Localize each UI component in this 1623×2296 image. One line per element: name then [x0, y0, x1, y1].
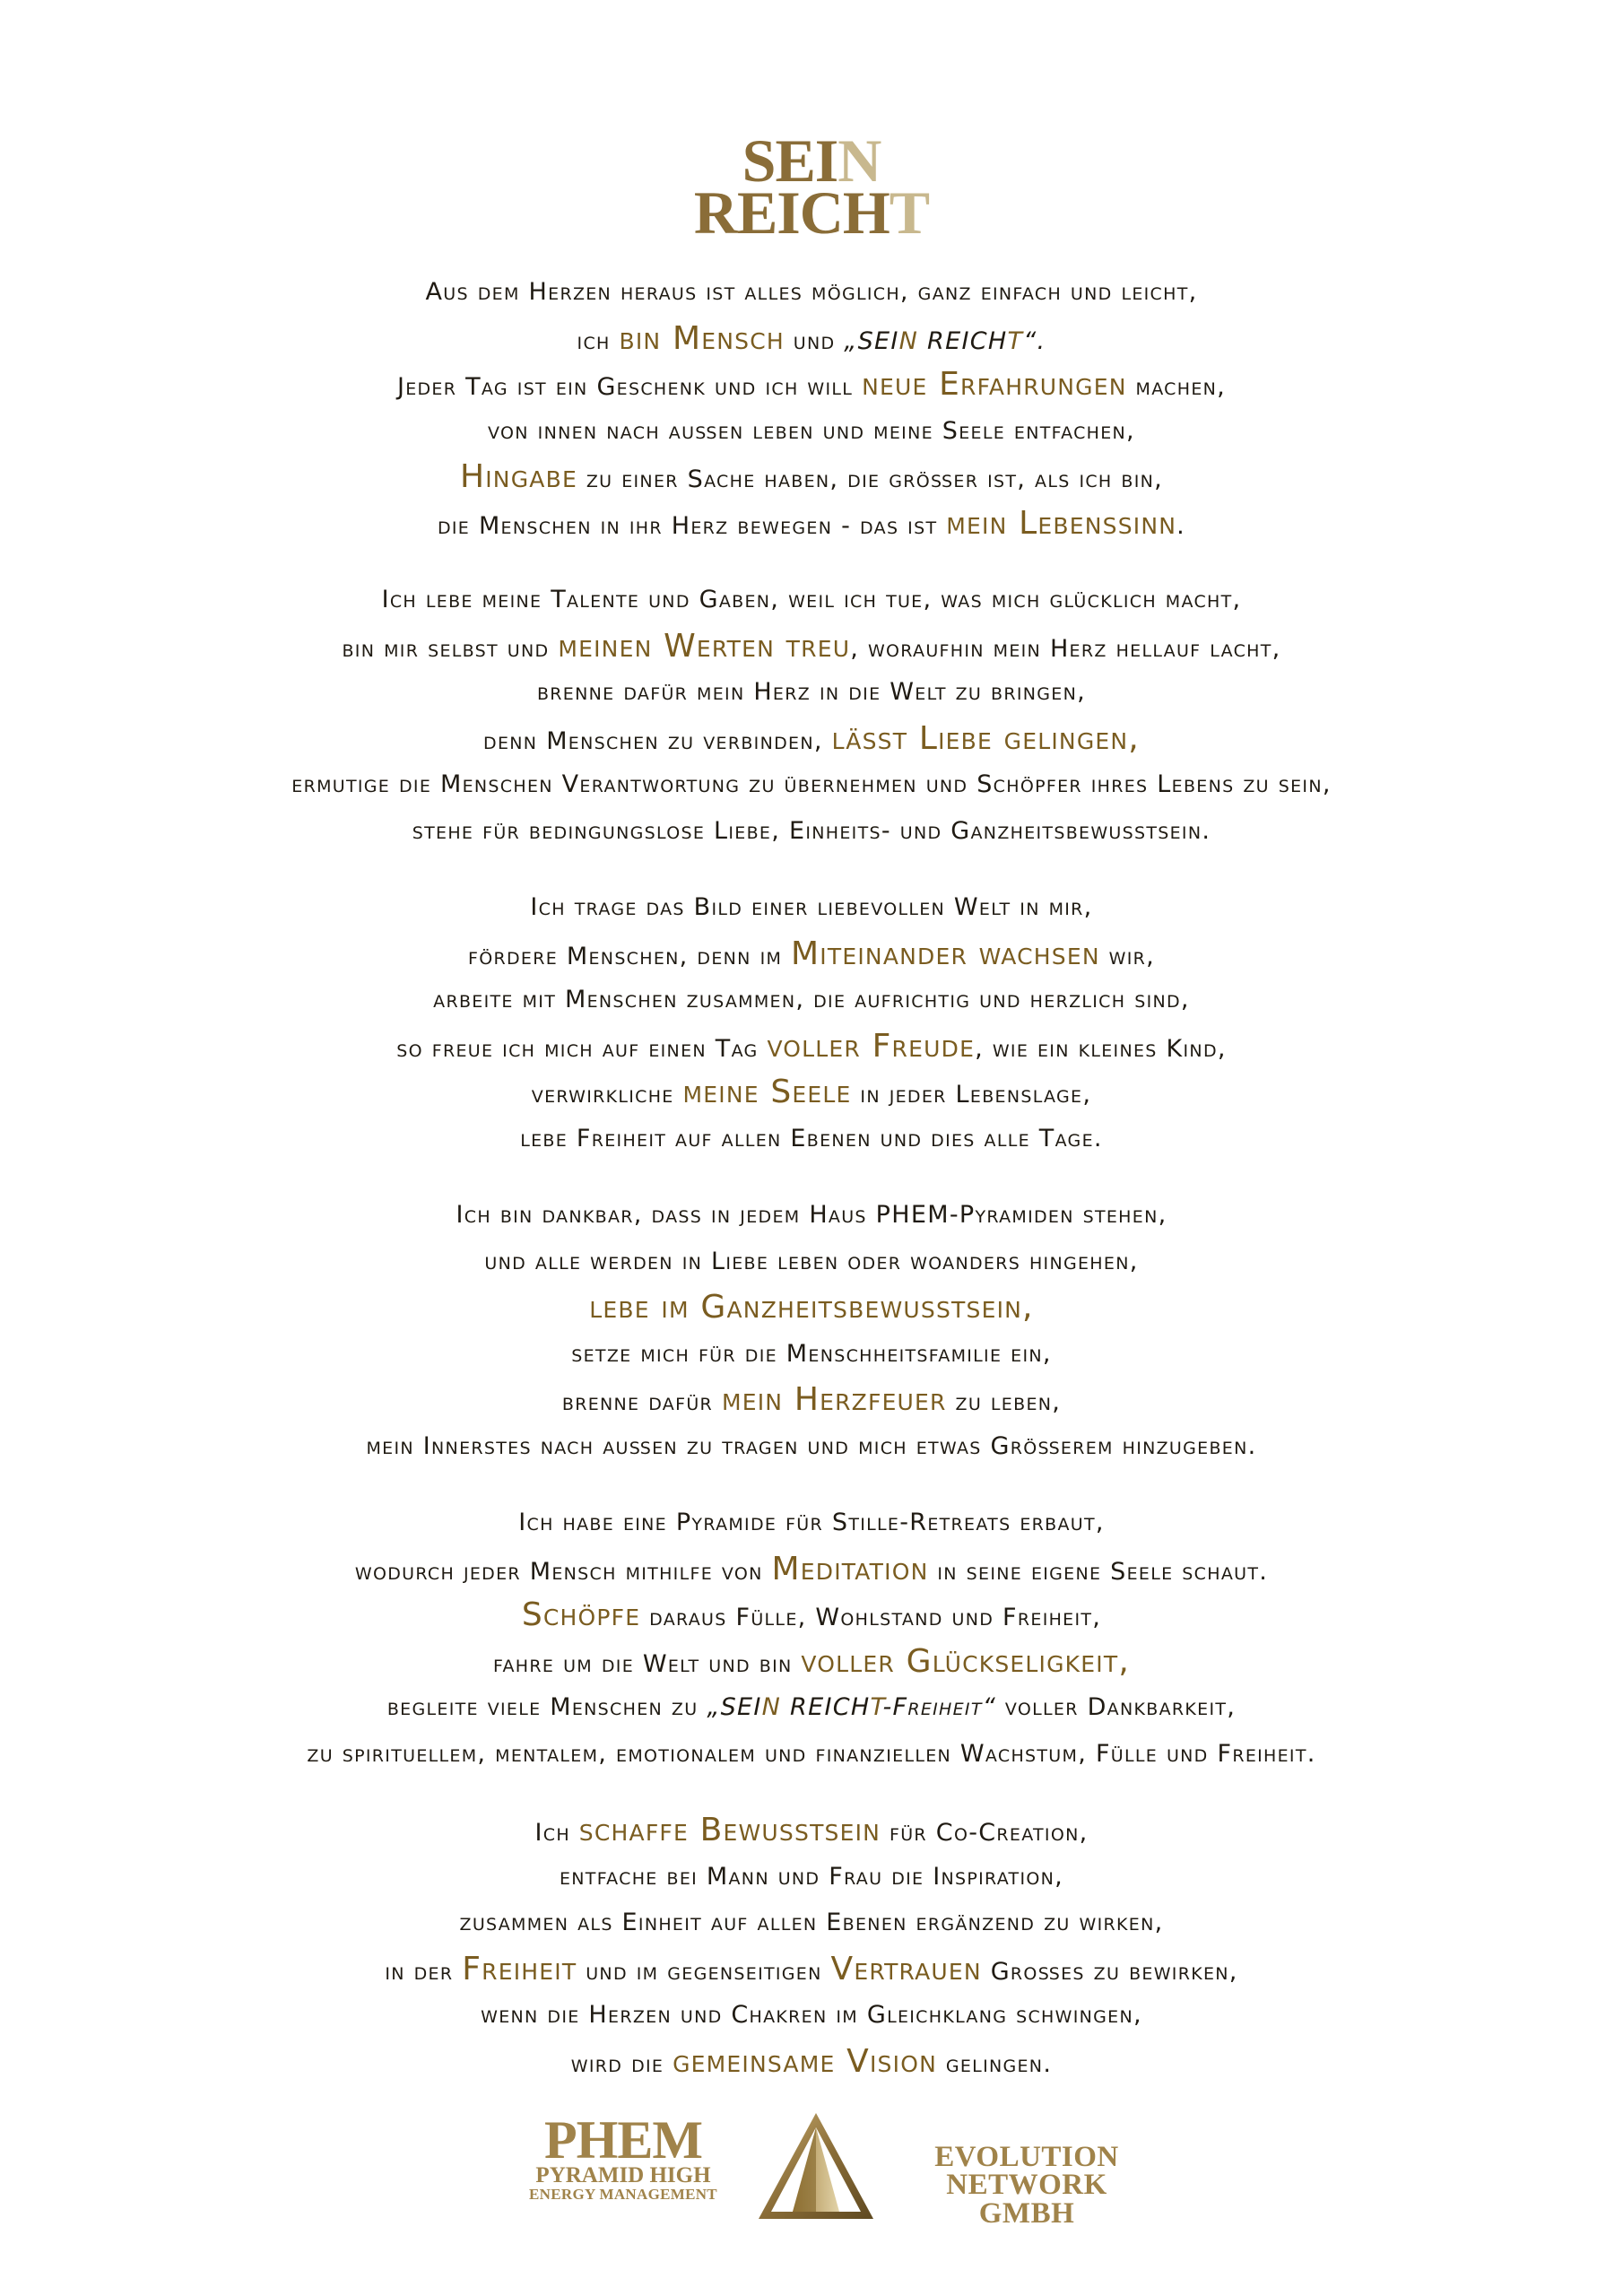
italic-text — [844, 327, 1046, 355]
highlight-text: voller Freude — [767, 1027, 976, 1065]
text: verwirkliche — [531, 1081, 683, 1109]
highlight-text: bin Mensch — [619, 319, 785, 357]
highlight-text: mein Lebenssinn — [946, 504, 1177, 542]
poem-line — [0, 1069, 1623, 1116]
highlight-letter: T — [870, 1693, 883, 1721]
highlight-text: Freiheit — [462, 1950, 577, 1987]
phem-logo — [516, 2110, 731, 2203]
stanza-6 — [0, 1807, 1623, 2084]
stanza-3 — [0, 884, 1623, 1161]
poem-line: wenn die Herzen und Chakren im Gleichklang schwingen, — [481, 2001, 1142, 2029]
poem-line: Ich trage das Bild einer liebevollen Welt in mir, — [530, 893, 1093, 921]
poem-line: setze mich für die Menschheitsfamilie ein, — [571, 1339, 1052, 1368]
text: begleite viele Menschen zu — [386, 1693, 707, 1721]
highlight-text: meinen Werten treu — [558, 627, 851, 665]
highlight-text: Vertrauen — [830, 1950, 982, 1987]
logo-text-light: N — [838, 126, 881, 195]
logo-text-light: T — [889, 178, 930, 248]
footer-logos — [0, 2099, 1623, 2242]
text: in der — [385, 1957, 463, 1986]
text: zu einer Sache haben, die größer ist, als ich bin, — [577, 465, 1164, 493]
poem-line: Aus dem Herzen heraus ist alles möglich, ganz einfach und leicht, — [425, 278, 1198, 306]
highlight-text: Schöpfe — [521, 1596, 641, 1633]
phem-subtitle-small: ENERGY MANAGEMENT — [529, 2185, 717, 2203]
poem-line — [0, 931, 1623, 978]
poem-line — [0, 1377, 1623, 1423]
text: REICH — [918, 326, 1008, 355]
poem-line: stehe für bedingungslose Liebe, Einheits- und Ganzheitsbewusstsein. — [412, 816, 1211, 845]
poem-line — [0, 1592, 1623, 1639]
phem-subtitle: PYRAMID HIGH — [535, 2163, 711, 2187]
text: REICH — [781, 1693, 871, 1721]
stanza-2 — [0, 577, 1623, 854]
text: brenne dafür — [561, 1388, 722, 1416]
poem-line — [0, 623, 1623, 670]
logo-line-2 — [0, 178, 1623, 248]
text: , woraufhin mein Herz hellauf lacht, — [850, 634, 1281, 663]
highlight-text: gemeinsame Vision — [673, 2042, 937, 2080]
highlight-text: lässt Liebe gelingen, — [831, 719, 1140, 757]
poem-line: und alle werden in Liebe leben oder woanders hingehen, — [484, 1247, 1139, 1275]
poem-line — [0, 2039, 1623, 2085]
logo-text: SEI — [742, 126, 838, 195]
italic-text — [707, 1693, 996, 1721]
poem-line — [0, 1807, 1623, 1854]
highlight-text: schaffe Bewusstsein — [578, 1812, 881, 1848]
text: daraus Fülle, Wohlstand und Freiheit, — [640, 1604, 1102, 1631]
text: fahre um die Welt und bin — [493, 1649, 802, 1678]
highlight-text: lebe im Ganzheitsbewusstsein, — [589, 1289, 1034, 1326]
text: . — [1176, 511, 1186, 540]
text: in jeder Lebenslage, — [851, 1081, 1092, 1109]
poem-line: brenne dafür mein Herz in die Welt zu bringen, — [536, 678, 1087, 706]
poem-line — [0, 316, 1623, 362]
poem-line: ermutige die Menschen Verantwortung zu übernehmen und Schöpfer ihres Lebens zu sein, — [291, 770, 1332, 798]
poem-line — [0, 1023, 1623, 1070]
text: Ich — [534, 1819, 579, 1847]
text: Großes zu bewirken, — [981, 1957, 1238, 1986]
poem-line — [0, 500, 1623, 547]
text: denn Menschen zu verbinden, — [483, 726, 832, 755]
evolution-text: EVOLUTION — [934, 2141, 1119, 2173]
text: “. — [1023, 326, 1046, 355]
text: in seine eigene Seele schaut. — [928, 1557, 1269, 1586]
text: ich — [577, 326, 620, 355]
poem-line: Ich lebe meine Talente und Gaben, weil ich tue, was mich glücklich macht, — [381, 586, 1242, 613]
highlight-text: Miteinander wachsen — [791, 935, 1100, 972]
highlight-text: neue Erfahrungen — [862, 366, 1127, 403]
poem-line: entfache bei Mann und Frau die Inspiration, — [559, 1862, 1064, 1891]
text: zu leben, — [946, 1388, 1062, 1416]
stanza-4 — [0, 1192, 1623, 1469]
text: machen, — [1126, 373, 1227, 401]
poem-line: Ich bin dankbar, dass in jedem Haus PHEM-Pyramiden stehen, — [456, 1201, 1167, 1229]
highlight-text: voller Glückseligkeit, — [801, 1642, 1130, 1680]
text: und — [784, 326, 845, 355]
poem-line — [0, 361, 1623, 408]
poem-line — [0, 1284, 1623, 1331]
highlight-text: Meditation — [771, 1550, 929, 1587]
poem-line: zusammen als Einheit auf allen Ebenen ergänzend zu wirken, — [459, 1909, 1164, 1936]
text: fördere Menschen, denn im — [468, 942, 792, 970]
stanza-1 — [0, 269, 1623, 546]
text: die Menschen in ihr Herz bewegen - das ist — [437, 511, 947, 540]
phem-title: PHEM — [544, 2110, 702, 2170]
poem-line: zu spirituellem, mentalem, emotionalem und finanziellen Wachstum, Fülle und Freiheit. — [307, 1739, 1316, 1768]
text: wir, — [1099, 942, 1155, 970]
text: Jeder Tag ist ein Geschenk und ich will — [396, 373, 863, 401]
text: für Co-Creation, — [881, 1819, 1089, 1847]
network-gmbh-text: NETWORK GMBH — [946, 2169, 1107, 2230]
sein-reicht-logo — [0, 126, 1623, 248]
highlight-text: meine Seele — [682, 1074, 852, 1110]
poem-line: arbeite mit Menschen zusammen, die aufrichtig und herzlich sind, — [433, 986, 1190, 1013]
poem-line — [0, 1946, 1623, 1993]
stanza-5 — [0, 1500, 1623, 1777]
highlight-letter: T — [1007, 326, 1024, 355]
highlight-letter: N — [898, 326, 919, 355]
text: wodurch jeder Mensch mithilfe von — [354, 1557, 772, 1586]
evolution-network-logo — [897, 2141, 1157, 2230]
text: so freue ich mich auf einen Tag — [396, 1034, 768, 1063]
poem-line — [0, 716, 1623, 762]
poem-body — [0, 269, 1623, 2115]
text: , wie ein kleines Kind, — [975, 1034, 1227, 1063]
logo-text: REICH — [693, 178, 890, 248]
poem-line — [0, 1546, 1623, 1593]
highlight-text: mein Herzfeuer — [721, 1381, 947, 1418]
text: -Freiheit“ — [882, 1693, 997, 1721]
highlight-letter: N — [761, 1693, 782, 1721]
text: gelingen. — [936, 2049, 1053, 2078]
text: wird die — [570, 2049, 673, 2078]
pyramid-logo-icon — [753, 2108, 879, 2224]
text: voller Dankbarkeit, — [996, 1693, 1237, 1721]
text: „SEI — [707, 1693, 762, 1721]
text: und im gegenseitigen — [577, 1957, 831, 1986]
poem-line: lebe Freiheit auf allen Ebenen und dies alle Tage. — [520, 1124, 1103, 1152]
text: bin mir selbst und — [342, 634, 559, 663]
poem-line: Ich habe eine Pyramide für Stille-Retreats erbaut, — [518, 1509, 1105, 1536]
poem-line: von innen nach außen leben und meine Seele entfachen, — [488, 416, 1135, 445]
poem-line — [0, 454, 1623, 500]
poem-line — [0, 1684, 1623, 1731]
poem-line — [0, 1639, 1623, 1685]
text: „SEI — [844, 326, 899, 355]
poem-line: mein Innerstes nach außen zu tragen und mich etwas Größerem hinzugeben. — [366, 1431, 1257, 1460]
highlight-text: Hingabe — [459, 458, 577, 495]
